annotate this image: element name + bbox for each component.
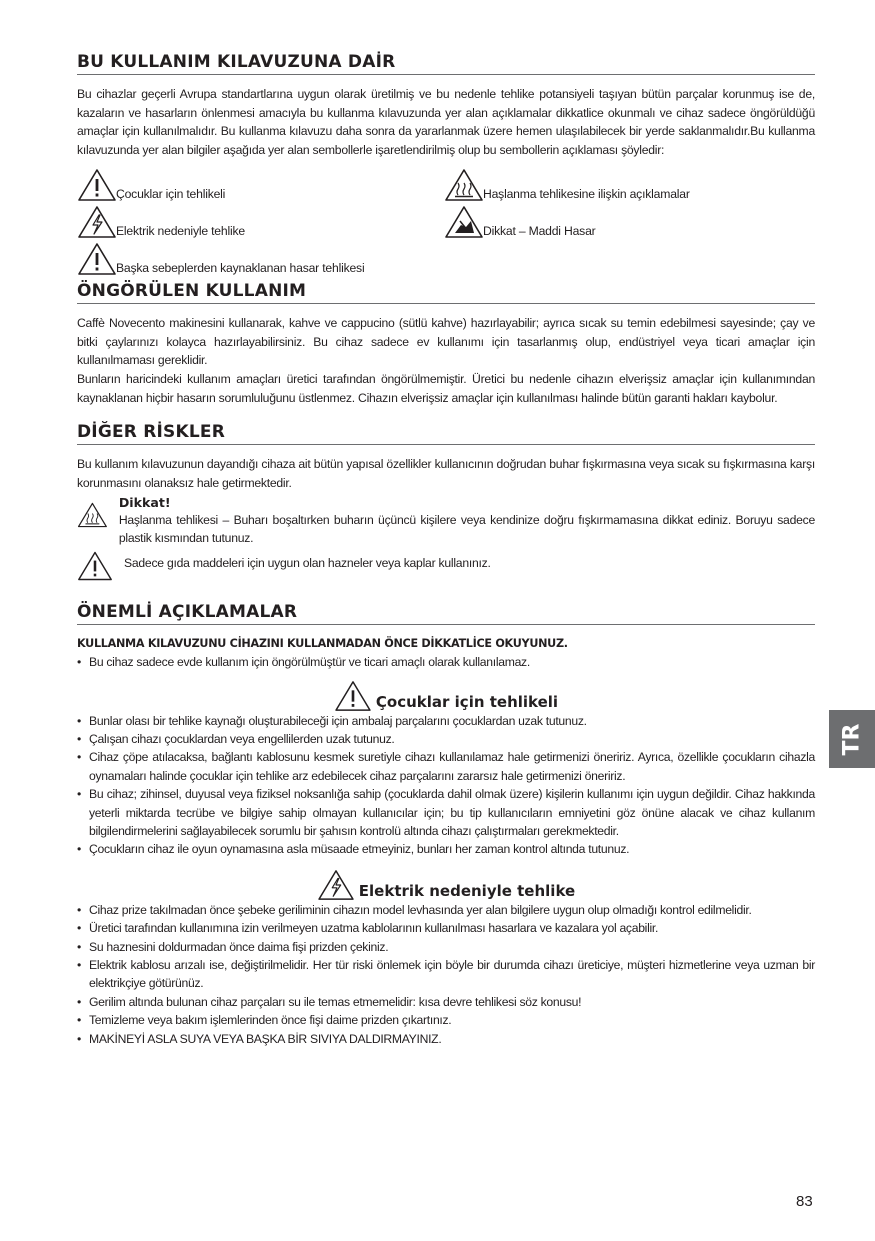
section-other-risks (77, 422, 815, 582)
list-item: • Çalışan cihazı çocuklardan veya engellilerden uzak tutunuz. (77, 730, 815, 748)
symbol-label-electric: Elektrik nedeniyle tehlike (116, 223, 245, 238)
warning-exclamation-icon (77, 168, 117, 202)
section-body: Bu cihazlar geçerli Avrupa standartlarına uygun olarak üretilmiş ve bu nedenle tehlike potansiyeli taşıyan bütün parçalar korunmuş ise de, kazaların ve hasarların önlenmesi amacıyla bu kullanma kılavuzunda yer alan açıklamalar dikkatlice okunmalı ve cihaz sadece öngörüldüğü amaçlar için kullanılmalıdır. Bu kullanma kılavuzu daha sonra da yararlanmak üzere hemen ulaşılabilecek bir yerde saklanmalıdır.Bu kullanma kılavuzunda yer alan bilgiler aşağıda yer alan sembollerle işaretlendirilmiş olup bu sembollerin açıklaması şöyledir: (77, 87, 815, 158)
electric-list (77, 901, 815, 1048)
language-tab (829, 710, 875, 768)
section-intended-use (77, 281, 815, 408)
warning-text: Haşlanma tehlikesi – Buharı boşaltırken buharın üçüncü kişilere veya kendinize doğru fışkırmamasına dikkat ediniz. Boruyu sadece plastik kısmından tutunuz. (118, 512, 815, 546)
section-important-notes (77, 602, 815, 1048)
list-item: • Elektrik kablosu arızalı ise, değiştirilmelidir. Her tür riski önlemek için böyle bir durumda cihazı üreticiye, müşteri hizmetlerine veya uzman bir elektrikçiye götürünüz. (77, 956, 815, 993)
warning-text: Sadece gıda maddeleri için uygun olan hazneler veya kaplar kullanınız. (124, 556, 491, 571)
read-instructions-notice: KULLANMA KILAVUZUNU CİHAZINI KULLANMADAN ÖNCE DİKKATLİCE OKUYUNUZ. (77, 637, 568, 651)
section-about-manual (77, 52, 815, 276)
list-item: • Bu cihaz sadece evde kullanım için öngörülmüştür ve ticari amaçlı olarak kullanılamaz. (77, 653, 815, 671)
children-subheading (77, 680, 815, 712)
warning-exclamation-icon (77, 242, 117, 276)
list-item: • Bu cihaz; zihinsel, duyusal veya fiziksel noksanlığa sahip (çocuklarda dahil olmak üzere) kişilerin kullanımı için uygun değildir. Cihaz hakkında yeterli miktarda tecrübe ve bilgiye sahip olmayan kullanıcılar için; bu tip kullanıcıların emniyetini göz önüne alacak ve cihaz kullanım bilgilendirmelerini sağlayabilecek sorumlu bir şahısın kontrolü altında cihazı çalıştırmaları gerekmektedir. (77, 785, 815, 840)
symbol-label-scald: Haşlanma tehlikesine ilişkin açıklamalar (483, 186, 690, 201)
list-item: • Cihaz çöpe atılacaksa, bağlantı kablosunu kesmek suretiyle cihazı kullanılamaz hale getirmenizi öneririz. Ayrıca, özellikle çocukların cihazla oynamaları halinde çocuklar için tehlike arz edebilecek cihaz parçalarını zararsız hale getirmenizi öneririz. (77, 748, 815, 785)
symbol-label-other: Başka sebeplerden kaynaklanan hasar tehlikesi (116, 260, 365, 275)
subheading-text: Elektrik nedeniyle tehlike (358, 881, 576, 900)
symbol-row (77, 165, 815, 202)
list-item: • Temizleme veya bakım işlemlerinden önce fişi daime prizden çıkartınız. (77, 1011, 815, 1029)
intro-list (77, 653, 815, 671)
electric-subheading (77, 869, 815, 901)
section-body: Bu kullanım kılavuzunun dayandığı cihaza ait bütün yapısal özellikler kullanıcının doğrudan buhar fışkırmasına veya sıcak su fışkırmasına karşı korunmasını olanaksız hale getirmektedir. (77, 457, 815, 491)
list-item: • MAKİNEYİ ASLA SUYA VEYA BAŞKA BİR SIVIYA DALDIRMAYINIZ. (77, 1030, 815, 1048)
material-damage-icon (444, 205, 484, 239)
warning-title: Dikkat! (118, 494, 171, 510)
symbol-label-children: Çocuklar için tehlikeli (116, 186, 226, 201)
hot-surface-scald-icon (444, 168, 484, 202)
page-number: 83 (796, 1193, 813, 1210)
electric-hazard-icon (317, 869, 355, 901)
warning-block (77, 495, 815, 548)
section-title: ÖNEMLİ AÇIKLAMALAR (77, 602, 815, 625)
list-item: • Bunlar olası bir tehlike kaynağı oluşturabileceği için ambalaj parçalarını çocuklardan uzak tutunuz. (77, 712, 815, 730)
list-item: • Cihaz prize takılmadan önce şebeke geriliminin cihazın model levhasında yer alan bilgilere uygun olup olmadığı kontrol edilmelidir. (77, 901, 815, 919)
subheading-text: Çocuklar için tehlikeli (375, 692, 559, 711)
list-item: • Üretici tarafından kullanımına izin verilmeyen uzatma kablolarının kullanılması hasarlara ve kazalara yol açabilir. (77, 919, 815, 937)
section-paragraph: Bunların haricindeki kullanım amaçları üretici tarafından öngörülmemiştir. Üretici bu nedenle cihazın elverişsiz amaçlar için kullanımından kaynaklanan hiçbir hasarın sorumluluğunu üstlenmez. Cihazın elverişsiz amaçlar için kullanılması halinde bütün garanti hakları kaybolur. (77, 371, 815, 405)
language-tab-label: TR (839, 723, 865, 755)
warning-exclamation-icon (77, 550, 113, 582)
list-item: • Çocukların cihaz ile oyun oynamasına asla müsaade etmeyiniz, bunları her zaman kontrol altında tutunuz. (77, 840, 815, 858)
children-list (77, 712, 815, 859)
hot-surface-scald-icon (77, 499, 108, 531)
list-item: • Su haznesini doldurmadan önce daima fişi prizden çekiniz. (77, 938, 815, 956)
electric-hazard-icon (77, 205, 117, 239)
section-title: ÖNGÖRÜLEN KULLANIM (77, 281, 815, 304)
list-item: • Gerilim altında bulunan cihaz parçaları su ile temas etmemelidir: kısa devre tehlikesi söz konusu! (77, 993, 815, 1011)
symbol-label-material: Dikkat – Maddi Hasar (483, 223, 596, 238)
section-title: BU KULLANIM KILAVUZUNA DAİR (77, 52, 815, 75)
section-paragraph: Caffè Novecento makinesini kullanarak, kahve ve cappucino (sütlü kahve) hazırlayabilir; ayrıca sıcak su temin edebilmesi sayesinde; çay ve bitki çaylarınızı kolayca hazırlayabilirsiniz. Bu cihaz sadece ev kullanımı için tasarlanmış olup, endüstriyel veya ticari amaçlar için kullanılmaması gereklidir. (77, 315, 815, 368)
symbol-row (77, 239, 815, 276)
warning-exclamation-icon (334, 680, 372, 712)
symbol-row (77, 202, 815, 239)
section-title: DİĞER RİSKLER (77, 422, 815, 445)
warning-block (77, 550, 815, 582)
